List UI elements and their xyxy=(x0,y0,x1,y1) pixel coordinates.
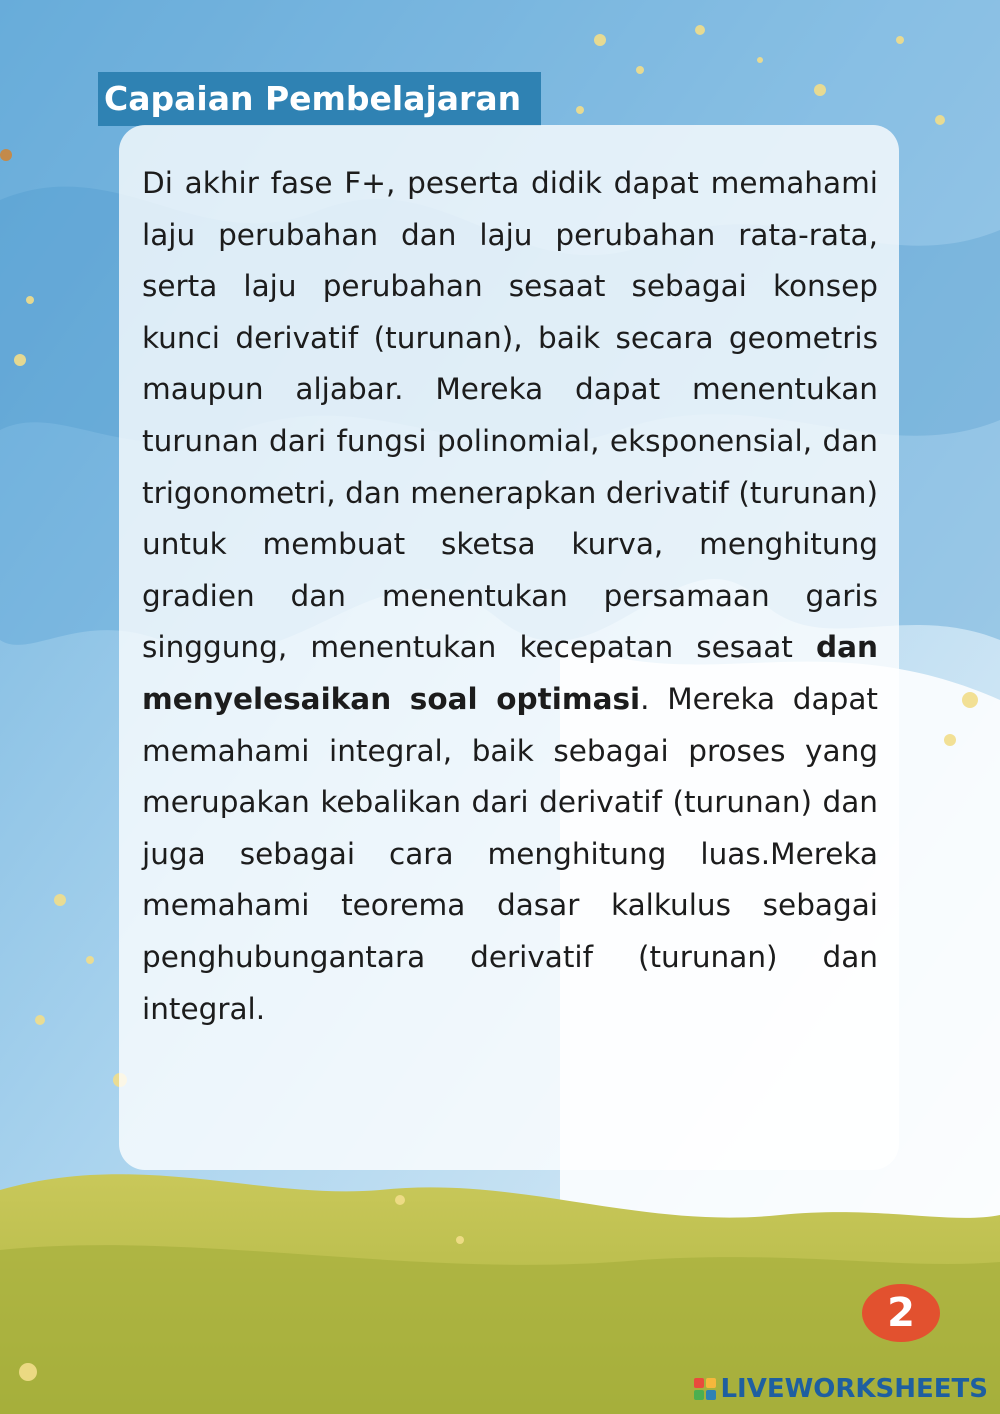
brand-logo-icon xyxy=(694,1378,716,1400)
liveworksheets-brand xyxy=(694,1372,988,1406)
text-part-2: . Mereka dapat memahami integral, baik sebagai proses yang merupakan kebalikan dari derivatif (turunan) dan juga sebagai cara menghitung luas.Mereka memahami teorema dasar kalkulus sebagai penghubungantara derivatif (turunan) dan integral. xyxy=(142,681,878,1026)
brand-name: LIVEWORKSHEETS xyxy=(720,1374,988,1404)
page-number-badge: 2 xyxy=(862,1284,940,1342)
page-title: Capaian Pembelajaran xyxy=(98,72,541,126)
text-bold-part: dan menyelesaikan soal optimasi xyxy=(142,630,878,716)
learning-outcome-text xyxy=(142,158,878,1035)
text-part-1: Di akhir fase F+, peserta didik dapat memahami laju perubahan dan laju perubahan rata-rata, serta laju perubahan sesaat sebagai konsep kunci derivatif (turunan), baik secara geometris maupun aljabar. Mereka dapat menentukan turunan dari fungsi polinomial, eksponensial, dan trigonometri, dan menerapkan derivatif (turunan) untuk membuat sketsa kurva, menghitung gradien dan menentukan persamaan garis singgung, menentukan kecepatan sesaat xyxy=(142,166,878,665)
